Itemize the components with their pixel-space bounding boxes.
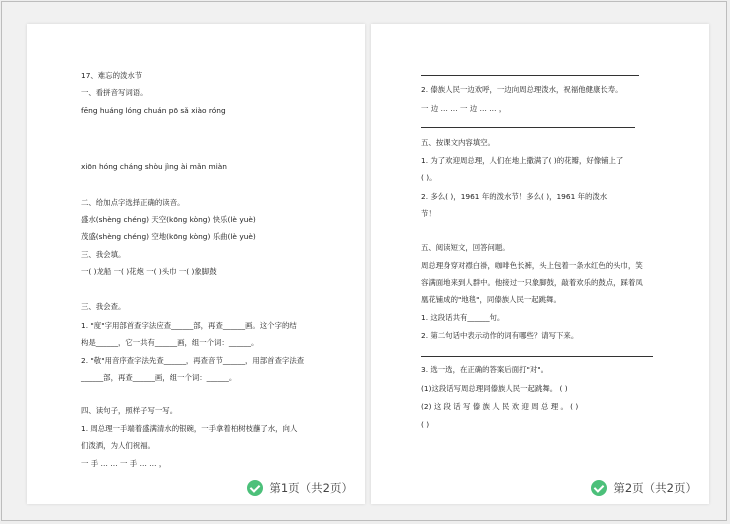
section-heading: 四、读句子，照样子写一写。 <box>81 406 178 415</box>
question-line: 3. 选一选，在正确的答案后面打"对"。 <box>421 365 549 374</box>
reading-row: 茂盛(shèng chéng) 空地(kōng kòng) 乐曲(lè yuè) <box>81 232 256 241</box>
passage-line: 容满面地来到人群中。他接过一只象脚鼓，敲着欢乐的鼓点，踩着凤 <box>421 278 643 287</box>
passage-line: 周总理身穿对襟白褂，咖啡色长裤，头上包着一条水红色的头巾，笑 <box>421 261 643 270</box>
question-line: 构是______，它一共有______画，组一个词：______。 <box>81 338 259 347</box>
question-line: 2. 第二句话中表示动作的词有哪些？请写下来。 <box>421 331 579 340</box>
passage-line: 凰花铺成的"地毯"，同傣族人民一起跳舞。 <box>421 295 561 304</box>
section-heading: 二、给加点字选择正确的读音。 <box>81 198 185 207</box>
section-heading: 三、我会填。 <box>81 250 126 259</box>
viewer-frame <box>1 1 727 521</box>
section-heading: 三、我会查。 <box>81 302 126 311</box>
question-line: 1. 这段话共有______句。 <box>421 313 505 322</box>
answer-line <box>421 356 653 357</box>
question-line: 2. "敬"用音序查字法先查______，再查音节______，用部首查字法查 <box>81 356 305 365</box>
document-page-2 <box>371 24 709 504</box>
check-circle-icon <box>591 480 607 496</box>
section-heading: 一、看拼音写词语。 <box>81 88 148 97</box>
question-line: 1. 为了欢迎周总理，人们在地上撒满了( )的花瓣，好像铺上了 <box>421 156 624 165</box>
question-line: ( )。 <box>421 173 437 182</box>
sentence-pattern: 一 手 … … 一 手 … … ， <box>81 459 167 468</box>
page-number-label: 第2页（共2页） <box>613 481 697 495</box>
check-circle-icon <box>247 480 263 496</box>
choice-line: (2) 这 段 话 写 傣 族 人 民 欢 迎 周 总 理 。 ( ) <box>421 402 579 411</box>
pinyin-row: fēng huáng lóng chuán pō sǎ xiào róng <box>81 106 226 115</box>
question-line: 节！ <box>421 209 436 218</box>
question-line: 2. 多么( )，1961 年的泼水节！多么( )，1961 年的泼水 <box>421 192 608 201</box>
fill-row: 一( )龙船 一( )花炮 一( )头巾 一( )象脚鼓 <box>81 267 217 276</box>
question-line: 们泼洒，为人们祝福。 <box>81 441 155 450</box>
page-number-label: 第1页（共2页） <box>269 481 353 495</box>
lesson-title: 17、难忘的泼水节 <box>81 71 143 80</box>
pinyin-row: xiōn hóng cháng shòu jìng ài mǎn miàn <box>81 162 227 171</box>
document-page-1 <box>27 24 365 504</box>
choice-line: ( ) <box>421 420 430 429</box>
section-heading: 五、按课文内容填空。 <box>421 138 495 147</box>
question-line: 1. 周总理一手端着盛满清水的银碗，一手拿着柏树枝蘸了水，向人 <box>81 424 298 433</box>
answer-line <box>421 75 639 76</box>
question-line: ______部，再查______画，组一个词：______。 <box>81 373 237 382</box>
reading-row: 盛水(shèng chéng) 天空(kōng kòng) 快乐(lè yuè) <box>81 215 256 224</box>
question-line: 2. 傣族人民一边欢呼，一边向周总理泼水，祝福他健康长寿。 <box>421 85 623 94</box>
section-heading: 五、阅读短文，回答问题。 <box>421 243 510 252</box>
page-indicator-2 <box>591 480 697 496</box>
choice-line: (1)这段话写周总理同傣族人民一起跳舞。 ( ) <box>421 384 568 393</box>
question-line: 1. "度"字用部首查字法应查______部，再查______画。这个字的结 <box>81 321 297 330</box>
answer-line <box>421 127 635 128</box>
page-indicator-1 <box>247 480 353 496</box>
sentence-pattern: 一 边 … … 一 边 … … ， <box>421 104 507 113</box>
